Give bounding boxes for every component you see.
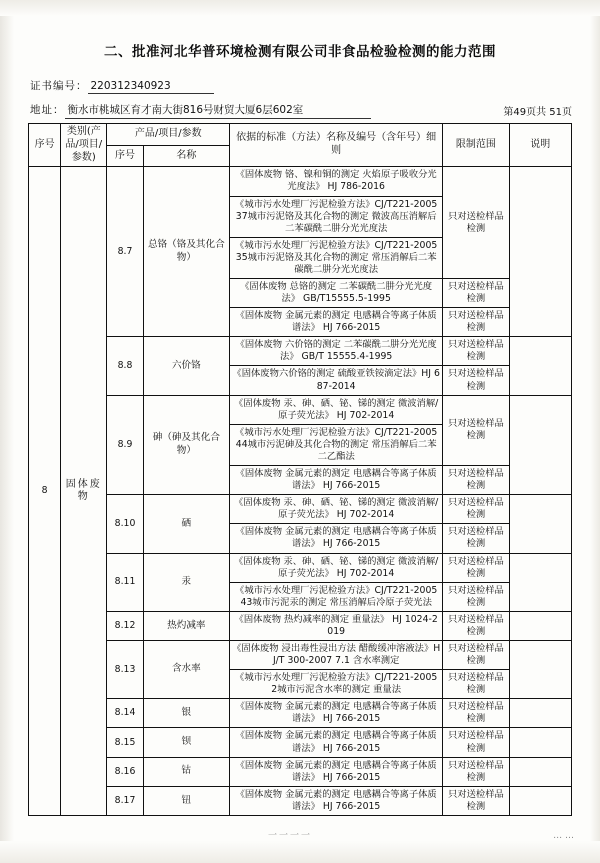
table-row: [29, 395, 572, 424]
header-category: 类别(产品/项目/参数): [61, 124, 107, 167]
table-body: [29, 167, 572, 816]
row-no: 8.11: [107, 553, 143, 611]
row-name: 六价铬: [143, 337, 229, 395]
row-limit: 只对送检样品检测: [443, 308, 509, 337]
certificate-number-line: [30, 78, 572, 94]
row-no: 8.15: [107, 728, 143, 757]
row-note: [509, 167, 571, 337]
row-limit: 只对送检样品检测: [443, 582, 509, 611]
header-product-no: 序号: [107, 145, 143, 167]
page-content: [28, 40, 572, 816]
page-number: 第49页共 51页: [503, 107, 572, 118]
row-note: [509, 728, 571, 757]
row-standard: 《固体废物 六价铬的测定 二苯碳酰二肼分光光度法》 GB/T 15555.4-1995: [230, 337, 443, 366]
row-standard: 《城市污水处理厂污泥检验方法》CJ/T221-2005 35城市污泥铬及其化合物的测定 常压消解后二苯碳酰二肼分光光度法: [230, 237, 443, 278]
page-title: 二、批准河北华普环境检测有限公司非食品检验检测的能力范围: [104, 44, 496, 60]
header-seq: 序号: [29, 124, 61, 167]
row-name: 汞: [143, 553, 229, 611]
table-row: [29, 167, 572, 196]
row-note: [509, 395, 571, 495]
row-limit: 只对送检样品检测: [443, 337, 509, 366]
row-note: [509, 640, 571, 698]
row-standard: 《固体废物 金属元素的测定 电感耦合等离子体质谱法》 HJ 766-2015: [230, 524, 443, 553]
page-edge-right: [590, 0, 600, 863]
table-row: [29, 495, 572, 524]
address-value: 衡水市桃城区育才南大街816号财贸大厦6层602室: [65, 102, 371, 119]
row-no: 8.13: [107, 640, 143, 698]
row-standard: 《固体废物 汞、砷、硒、铋、锑的测定 微波消解/原子荧光法》 HJ 702-2014: [230, 395, 443, 424]
row-no: 8.12: [107, 611, 143, 640]
certificate-number-value: 220312340923: [88, 80, 214, 94]
row-name: 总铬（铬及其化合物）: [143, 167, 229, 337]
row-name: 钮: [143, 786, 229, 815]
row-standard: 《城市污水处理厂污泥检验方法》CJ/T221-2005 44城市污泥砷及其化合物的测定 常压消解后二苯二乙酯法: [230, 424, 443, 465]
table-row: [29, 640, 572, 669]
row-limit: 只对送检样品检测: [443, 670, 509, 699]
row-limit: 只对送检样品检测: [443, 640, 509, 669]
row-limit: 只对送检样品检测: [443, 366, 509, 395]
row-standard: 《城市污水处理厂污泥检验方法》CJ/T221-2005 43城市污泥汞的测定 常压消解后冷原子荧光法: [230, 582, 443, 611]
row-standard: 《固体废物 总铬的测定 二苯碳酰二肼分光光度法》 GB/T15555.5-1995: [230, 279, 443, 308]
row-no: 8.9: [107, 395, 143, 495]
header-limit: 限制范围: [443, 124, 509, 167]
row-no: 8.17: [107, 786, 143, 815]
row-standard: 《固体废物六价铬的测定 硫酸亚铁铵滴定法》HJ 687-2014: [230, 366, 443, 395]
row-limit: 只对送检样品检测: [443, 395, 509, 465]
certificate-number-label: 证书编号：: [30, 80, 88, 92]
row-name: 钡: [143, 728, 229, 757]
row-standard: 《固体废物 铬、镍和铜的测定 火焰原子吸收分光光度法》 HJ 786-2016: [230, 167, 443, 196]
row-standard: 《固体废物 金属元素的测定 电感耦合等离子体质谱法》 HJ 766-2015: [230, 308, 443, 337]
row-standard: 《固体废物 金属元素的测定 电感耦合等离子体质谱法》 HJ 766-2015: [230, 757, 443, 786]
row-name: 钴: [143, 757, 229, 786]
row-note: [509, 495, 571, 553]
row-no: 8.16: [107, 757, 143, 786]
page-footer: [0, 827, 600, 841]
row-no: 8.14: [107, 699, 143, 728]
address-label: 地址：: [30, 104, 65, 116]
table-row: [29, 728, 572, 757]
row-note: [509, 611, 571, 640]
footer-right-mark: … …: [553, 831, 574, 841]
row-no: 8.7: [107, 167, 143, 337]
row-limit: 只对送检样品检测: [443, 495, 509, 524]
row-name: 硒: [143, 495, 229, 553]
footer-dash: 一一一一: [268, 831, 313, 841]
row-no: 8.8: [107, 337, 143, 395]
row-name: 砷（砷及其化合物）: [143, 395, 229, 495]
table-row: [29, 757, 572, 786]
row-name: 含水率: [143, 640, 229, 698]
capability-table: [28, 123, 572, 816]
group-seq: 8: [29, 167, 61, 816]
row-limit: 只对送检样品检测: [443, 611, 509, 640]
row-note: [509, 337, 571, 395]
row-limit: 只对送检样品检测: [443, 728, 509, 757]
row-standard: 《城市污水处理厂污泥检验方法》CJ/T221-2005 37城市污泥铬及其化合物的测定 微波高压消解后二苯碳酰二肼分光光度法: [230, 196, 443, 237]
table-header-row-1: [29, 124, 572, 146]
row-limit: 只对送检样品检测: [443, 167, 509, 279]
row-limit: 只对送检样品检测: [443, 524, 509, 553]
table-row: [29, 611, 572, 640]
row-note: [509, 553, 571, 611]
row-no: 8.10: [107, 495, 143, 553]
row-standard: 《固体废物 浸出毒性浸出方法 醋酸缓冲溶液法》HJ/T 300-2007 7.1 含水率测定: [230, 640, 443, 669]
row-standard: 《城市污水处理厂污泥检验方法》CJ/T221-2005 2城市污泥含水率的测定 重量法: [230, 670, 443, 699]
header-product-group: 产品/项目/参数: [107, 124, 230, 146]
table-row: [29, 699, 572, 728]
row-standard: 《固体废物 汞、砷、硒、铋、锑的测定 微波消解/原子荧光法》 HJ 702-2014: [230, 495, 443, 524]
row-standard: 《固体废物 金属元素的测定 电感耦合等离子体质谱法》 HJ 766-2015: [230, 466, 443, 495]
row-standard: 《固体废物 汞、砷、硒、铋、锑的测定 微波消解/原子荧光法》 HJ 702-2014: [230, 553, 443, 582]
page-edge-left: [0, 0, 14, 863]
table-row: [29, 786, 572, 815]
row-standard: 《固体废物 金属元素的测定 电感耦合等离子体质谱法》 HJ 766-2015: [230, 786, 443, 815]
row-limit: 只对送检样品检测: [443, 699, 509, 728]
page-edge-top: [0, 0, 600, 16]
header-standard: 依据的标准（方法）名称及编号（含年号）细则: [230, 124, 443, 167]
row-standard: 《固体废物 金属元素的测定 电感耦合等离子体质谱法》 HJ 766-2015: [230, 728, 443, 757]
row-limit: 只对送检样品检测: [443, 553, 509, 582]
header-product-name: 名称: [143, 145, 229, 167]
row-limit: 只对送检样品检测: [443, 279, 509, 308]
row-standard: 《固体废物 金属元素的测定 电感耦合等离子体质谱法》 HJ 766-2015: [230, 699, 443, 728]
page-edge-bottom: [0, 841, 600, 863]
table-row: [29, 337, 572, 366]
header-note: 说明: [509, 124, 571, 167]
row-note: [509, 786, 571, 815]
row-limit: 只对送检样品检测: [443, 786, 509, 815]
row-limit: 只对送检样品检测: [443, 757, 509, 786]
table-row: [29, 553, 572, 582]
row-note: [509, 699, 571, 728]
address-row: [28, 102, 572, 119]
table-header: [29, 124, 572, 167]
row-note: [509, 757, 571, 786]
row-name: 热灼减率: [143, 611, 229, 640]
row-limit: 只对送检样品检测: [443, 466, 509, 495]
row-name: 银: [143, 699, 229, 728]
row-standard: 《固体废物 热灼减率的测定 重量法》 HJ 1024-2019: [230, 611, 443, 640]
address-line: [30, 102, 371, 119]
group-category: 固体废物: [61, 167, 107, 816]
